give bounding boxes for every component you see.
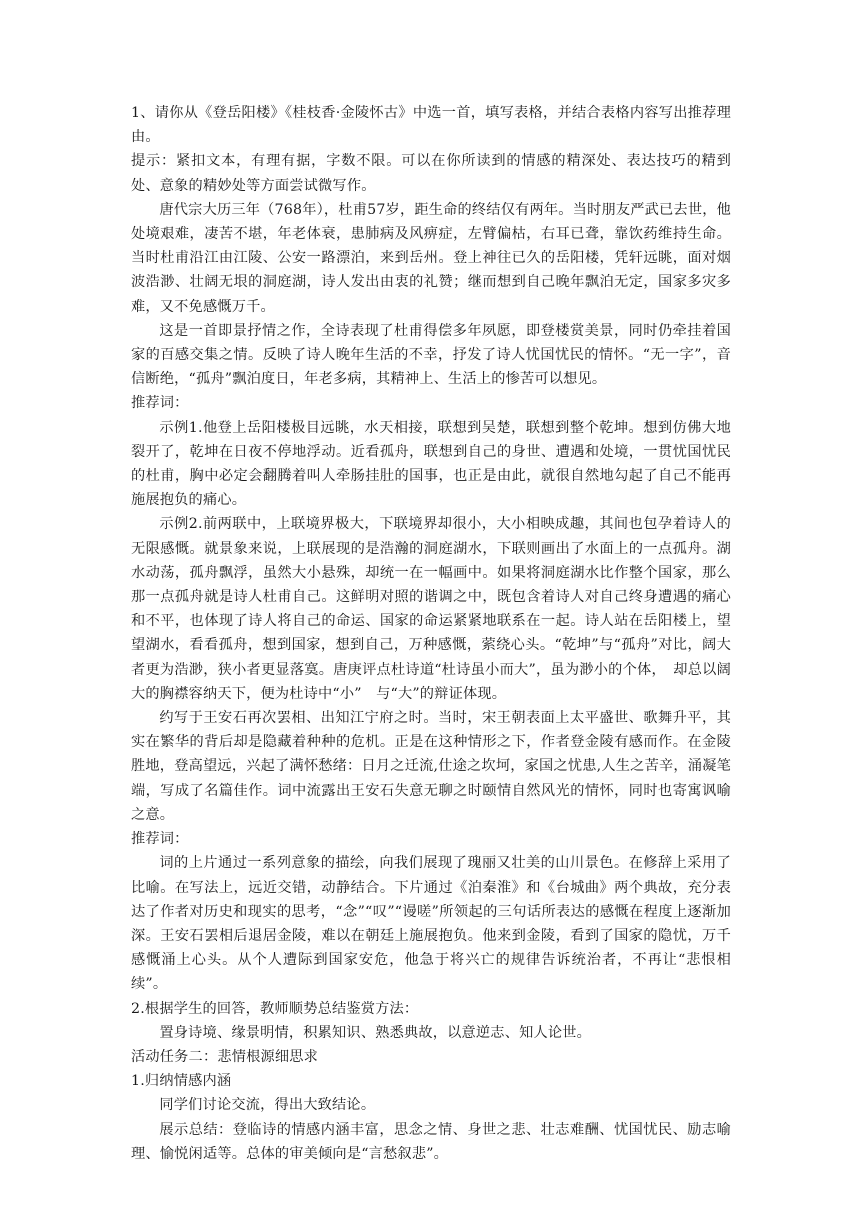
document-body: [131, 101, 731, 1166]
example-2-paragraph: 示例2.前两联中，上联境界极大，下联境界却很小，大小相映成趣，其间也包孕着诗人的无限感慨。就景象来说，上联展现的是浩瀚的洞庭湖水，下联则画出了水面上的一点孤舟。湖水动荡，孤舟飘浮，虽然大小悬殊，却统一在一幅画中。如果将洞庭湖水比作整个国家，那么那一点孤舟就是诗人杜甫自己。这鲜明对照的谐调之中，既包含着诗人对自己终身遭遇的痛心和不平，也体现了诗人将自己的命运、国家的命运紧紧地联系在一起。诗人站在岳阳楼上，望望湖水，看看孤舟，想到国家，想到自己，万种感慨，萦绕心头。“乾坤”与“孤舟”对比，阔大者更为浩渺，狭小者更显落寞。唐庚评点杜诗道“杜诗虽小而大”，虽为渺小的个体， 却总以阔大的胸襟容纳天下，便为杜诗中“小” 与“大”的辩证体现。: [131, 516, 731, 702]
question-1: 1、请你从《登岳阳楼》《桂枝香·金陵怀古》中选一首，填写表格，并结合表格内容写出推荐理由。: [131, 105, 731, 146]
subsection-heading: 1.归纳情感内涵: [131, 1073, 232, 1090]
recommendation-heading: 推荐词：: [131, 395, 189, 412]
recommendation-heading: 推荐词：: [131, 831, 189, 848]
summary-paragraph: 展示总结：登临诗的情感内涵丰富，思念之情、身世之悲、壮志难酬、忧国忧民、励志喻理、愉悦闲适等。总体的审美倾向是“言愁叙悲”。: [131, 1121, 731, 1162]
teacher-summary-heading: 2.根据学生的回答，教师顺势总结鉴赏方法：: [131, 1000, 419, 1017]
analysis-paragraph-dengyueyanglou: 这是一首即景抒情之作，全诗表现了杜甫得偿多年夙愿，即登楼赏美景，同时仍牵挂着国家的百感交集之情。反映了诗人晚年生活的不幸，抒发了诗人忧国忧民的情怀。“无一字”，音信断绝，“孤舟”飘泊度日，年老多病，其精神上、生活上的惨苦可以想见。: [131, 322, 731, 388]
hint: 提示：紧扣文本，有理有据，字数不限。可以在你所读到的情感的精深处、表达技巧的精到处、意象的精妙处等方面尝试微写作。: [131, 153, 731, 194]
background-paragraph-dengyueyanglou: 唐代宗大历三年（768年），杜甫57岁，距生命的终结仅有两年。当时朋友严武已去世，他处境艰难，凄苦不堪，年老体衰，患肺病及风痹症，左臂偏枯，右耳已聋，靠饮药维持生命。当时杜甫沿江由江陵、公安一路漂泊，来到岳州。登上神往已久的岳阳楼，凭轩远眺，面对烟波浩渺、壮阔无垠的洞庭湖，诗人发出由衷的礼赞；继而想到自己晚年飘泊无定，国家多灾多难，又不免感慨万千。: [131, 201, 731, 315]
activity-task-2-heading: 活动任务二：悲情根源细思求: [131, 1048, 319, 1065]
discussion-paragraph: 同学们讨论交流，得出大致结论。: [159, 1097, 376, 1114]
background-paragraph-guizhixiang: 约写于王安石再次罢相、出知江宁府之时。当时，宋王朝表面上太平盛世、歌舞升平，其实在繁华的背后却是隐藏着种种的危机。正是在这种情形之下，作者登金陵有感而作。在金陵胜地，登高望远，兴起了满怀愁绪：日月之迁流,仕途之坎坷，家国之忧患,人生之苦辛，涌凝笔端，写成了名篇佳作。词中流露出王安石失意无聊之时颐情自然风光的情怀，同时也寄寓讽喻之意。: [131, 710, 731, 823]
example-1-paragraph: 示例1.他登上岳阳楼极目远眺，水天相接，联想到吴楚，联想到整个乾坤。想到仿佛大地裂开了，乾坤在日夜不停地浮动。近看孤舟，联想到自己的身世、遭遇和处境，一贯忧国忧民的杜甫，胸中必定会翻腾着叫人牵肠挂肚的国事，也正是由此，就很自然地勾起了自己不能再施展抱负的痛心。: [131, 419, 731, 509]
appreciation-methods: 置身诗境、缘景明情，积累知识、熟悉典故，以意逆志、知人论世。: [159, 1024, 592, 1041]
recommendation-paragraph-guizhixiang: 词的上片通过一系列意象的描绘，向我们展现了瑰丽又壮美的山川景色。在修辞上采用了比喻。在写法上，远近交错，动静结合。下片通过《泊秦淮》和《台城曲》两个典故，充分表达了作者对历史和现实的思考，“念”“叹”“谩嗟”所领起的三句话所表达的感慨在程度上逐渐加深。王安石罢相后退居金陵，难以在朝廷上施展抱负。他来到金陵，看到了国家的隐忧，万千感慨涌上心头。从个人遭际到国家安危，他急于将兴亡的规律告诉统治者，不再让“悲恨相续”。: [131, 855, 731, 993]
